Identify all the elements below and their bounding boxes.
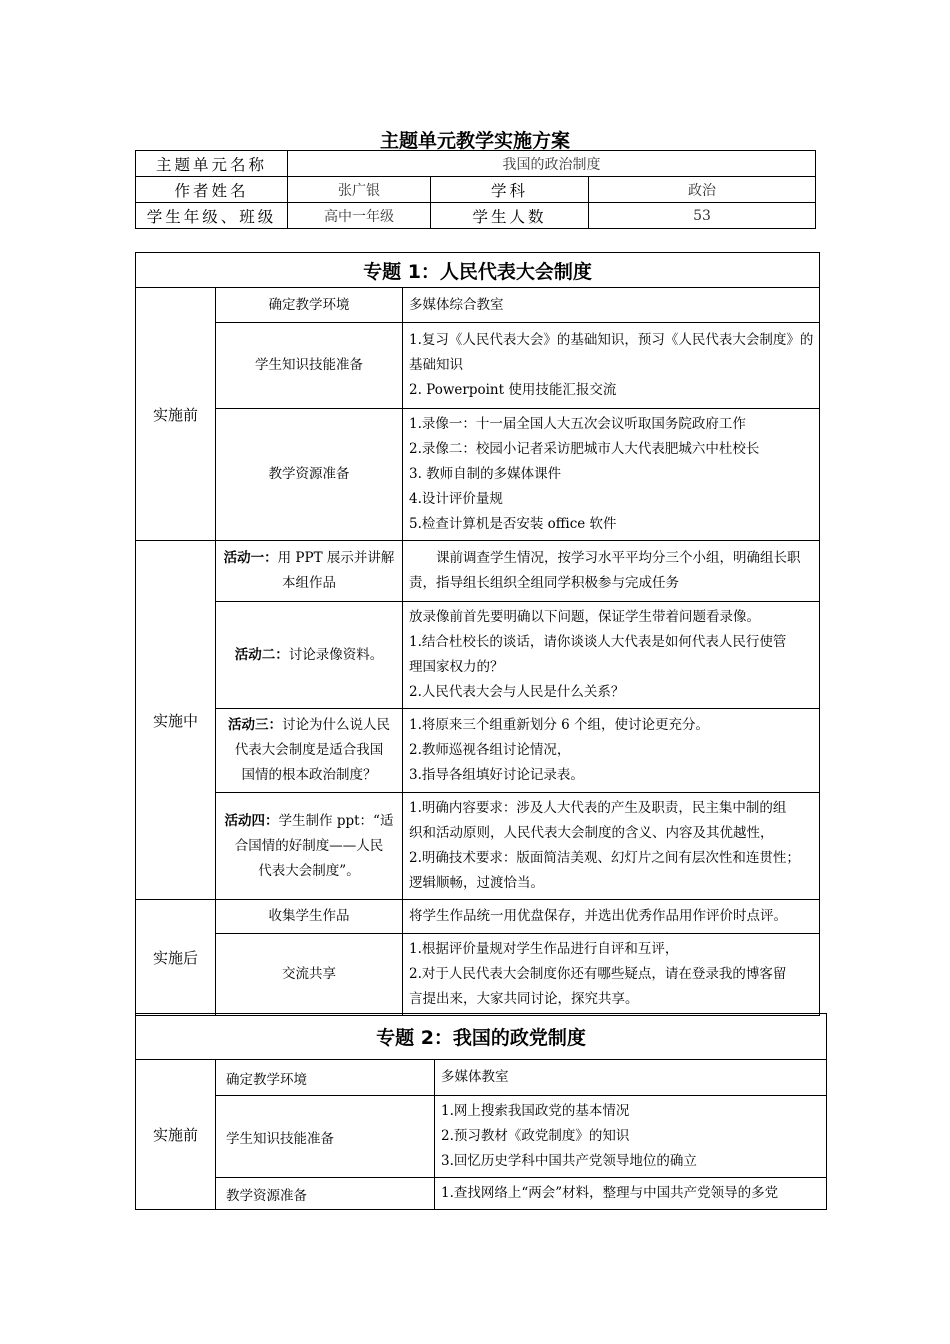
unit-value: 我国的政治制度 (288, 151, 816, 177)
activity2-label (216, 602, 403, 709)
document-title: 主题单元教学实施方案 (379, 130, 570, 152)
topic1-env-label: 确定教学环境 (216, 288, 403, 323)
activity3-text: 代表大会制度是适合我国 (234, 742, 384, 758)
activity3-label (216, 709, 403, 793)
line: 2.对于人民代表大会制度你还有哪些疑点，请在登录我的博客留 (409, 966, 787, 982)
line: 逻辑顺畅，过渡恰当。 (409, 875, 544, 891)
info-table (135, 150, 816, 229)
topic1-env-value: 多媒体综合教室 (403, 288, 820, 323)
line: 基础知识 (409, 357, 463, 373)
unit-label: 主题单元名称 (136, 151, 288, 177)
activity2-title: 活动二： (234, 646, 289, 663)
topic1-resource-label: 教学资源准备 (216, 409, 403, 541)
collect-value: 将学生作品统一用优盘保存，并选出优秀作品用作评价时点评。 (403, 900, 820, 934)
subject-label: 学科 (431, 177, 589, 203)
topic1-resource-content (403, 409, 820, 541)
topic1-skill-content (403, 323, 820, 409)
topic2-env-value: 多媒体教室 (435, 1060, 827, 1096)
line: 2.录像二：校园小记者采访肥城市人大代表肥城六中杜校长 (409, 441, 760, 457)
info-row-unit (136, 151, 816, 177)
line: 1.网上搜索我国政党的基本情况 (441, 1103, 630, 1119)
activity3-title: 活动三： (228, 717, 282, 733)
activity2-content (403, 602, 820, 709)
topic1-heading: 专题 1：人民代表大会制度 (136, 253, 820, 288)
info-row-author (136, 177, 816, 203)
activity1-text: 用 PPT 展示并讲解 (277, 550, 395, 566)
count-label: 学生人数 (431, 203, 589, 229)
line: 3. 教师自制的多媒体课件 (409, 466, 562, 482)
activity3-content (403, 709, 820, 793)
activity4-content (403, 793, 820, 900)
line: 1.根据评价量规对学生作品进行自评和互评， (409, 941, 679, 957)
line: 1.将原来三个组重新划分 6 个组，使讨论更充分。 (409, 717, 710, 733)
info-row-grade (136, 203, 816, 229)
share-label: 交流共享 (216, 934, 403, 1016)
topic2-heading: 专题 2：我国的政党制度 (136, 1014, 827, 1060)
topic1-skill-label: 学生知识技能准备 (216, 323, 403, 409)
line: 1.明确内容要求：涉及人大代表的产生及职责，民主集中制的组 (409, 800, 787, 816)
share-content (403, 934, 820, 1016)
grade-label: 学生年级、班级 (136, 203, 288, 229)
activity3-text: 讨论为什么说人民 (282, 717, 390, 733)
grade-value: 高中一年级 (288, 203, 431, 229)
line: 2.明确技术要求：版面简洁美观、幻灯片之间有层次性和连贯性； (409, 850, 800, 866)
activity4-text: 合国情的好制度——人民 (234, 837, 384, 854)
line: 课前调查学生情况，按学习水平平均分三个小组，明确组长职 (436, 550, 801, 566)
line: 5.检查计算机是否安装 office 软件 (409, 516, 617, 532)
activity1-text: 本组作品 (282, 575, 336, 591)
line: 3.指导各组填好讨论记录表。 (409, 767, 584, 783)
line: 织和活动原则，人民代表大会制度的含义、内容及其优越性， (409, 825, 774, 841)
activity1-label (216, 541, 403, 602)
topic2-stage-before: 实施前 (136, 1060, 216, 1210)
line: 1.结合杜校长的谈话，请你谈谈人大代表是如何代表人民行使管 (409, 634, 787, 650)
topic2-resource-label: 教学资源准备 (216, 1178, 435, 1210)
line: 理国家权力的？ (409, 659, 504, 675)
activity4-title: 活动四： (224, 812, 279, 829)
topic2-resource-value: 1.查找网络上“两会”材料，整理与中国共产党领导的多党 (435, 1178, 827, 1210)
topic1-table (135, 252, 820, 1016)
line: 2.人民代表大会与人民是什么关系？ (409, 684, 625, 700)
activity3-text: 国情的根本政治制度？ (241, 767, 377, 783)
line: 责，指导组长组织全组同学积极参与完成任务 (409, 575, 679, 591)
topic2-table (135, 1013, 827, 1210)
line: 2.预习教材《政党制度》的知识 (441, 1128, 630, 1144)
topic2-env-label: 确定教学环境 (216, 1060, 435, 1096)
activity1-content (403, 541, 820, 602)
topic1-stage-during: 实施中 (136, 541, 216, 900)
line: 2. Powerpoint 使用技能汇报交流 (409, 382, 617, 398)
activity4-text: 代表大会制度”。 (258, 862, 360, 879)
topic1-stage-before: 实施前 (136, 288, 216, 541)
activity1-title: 活动一： (223, 550, 278, 566)
line: 4.设计评价量规 (409, 491, 503, 507)
collect-label: 收集学生作品 (216, 900, 403, 934)
count-value: 53 (589, 203, 816, 229)
line: 言提出来，大家共同讨论，探究共享。 (409, 991, 639, 1007)
subject-value: 政治 (589, 177, 816, 203)
line: 1.录像一：十一届全国人大五次会议听取国务院政府工作 (409, 416, 746, 432)
topic2-skill-content (435, 1096, 827, 1178)
activity2-text: 讨论录像资料。 (288, 646, 384, 663)
line: 3.回忆历史学科中国共产党领导地位的确立 (441, 1153, 697, 1169)
line: 2.教师巡视各组讨论情况， (409, 742, 571, 758)
author-value: 张广银 (288, 177, 431, 203)
activity4-text: 学生制作 ppt：“适 (278, 812, 394, 829)
activity4-label (216, 793, 403, 900)
topic1-stage-after: 实施后 (136, 900, 216, 1016)
line: 放录像前首先要明确以下问题，保证学生带着问题看录像。 (409, 609, 760, 625)
topic2-skill-label: 学生知识技能准备 (216, 1096, 435, 1178)
author-label: 作者姓名 (136, 177, 288, 203)
line: 1.复习《人民代表大会》的基础知识，预习《人民代表大会制度》的 (409, 332, 814, 348)
